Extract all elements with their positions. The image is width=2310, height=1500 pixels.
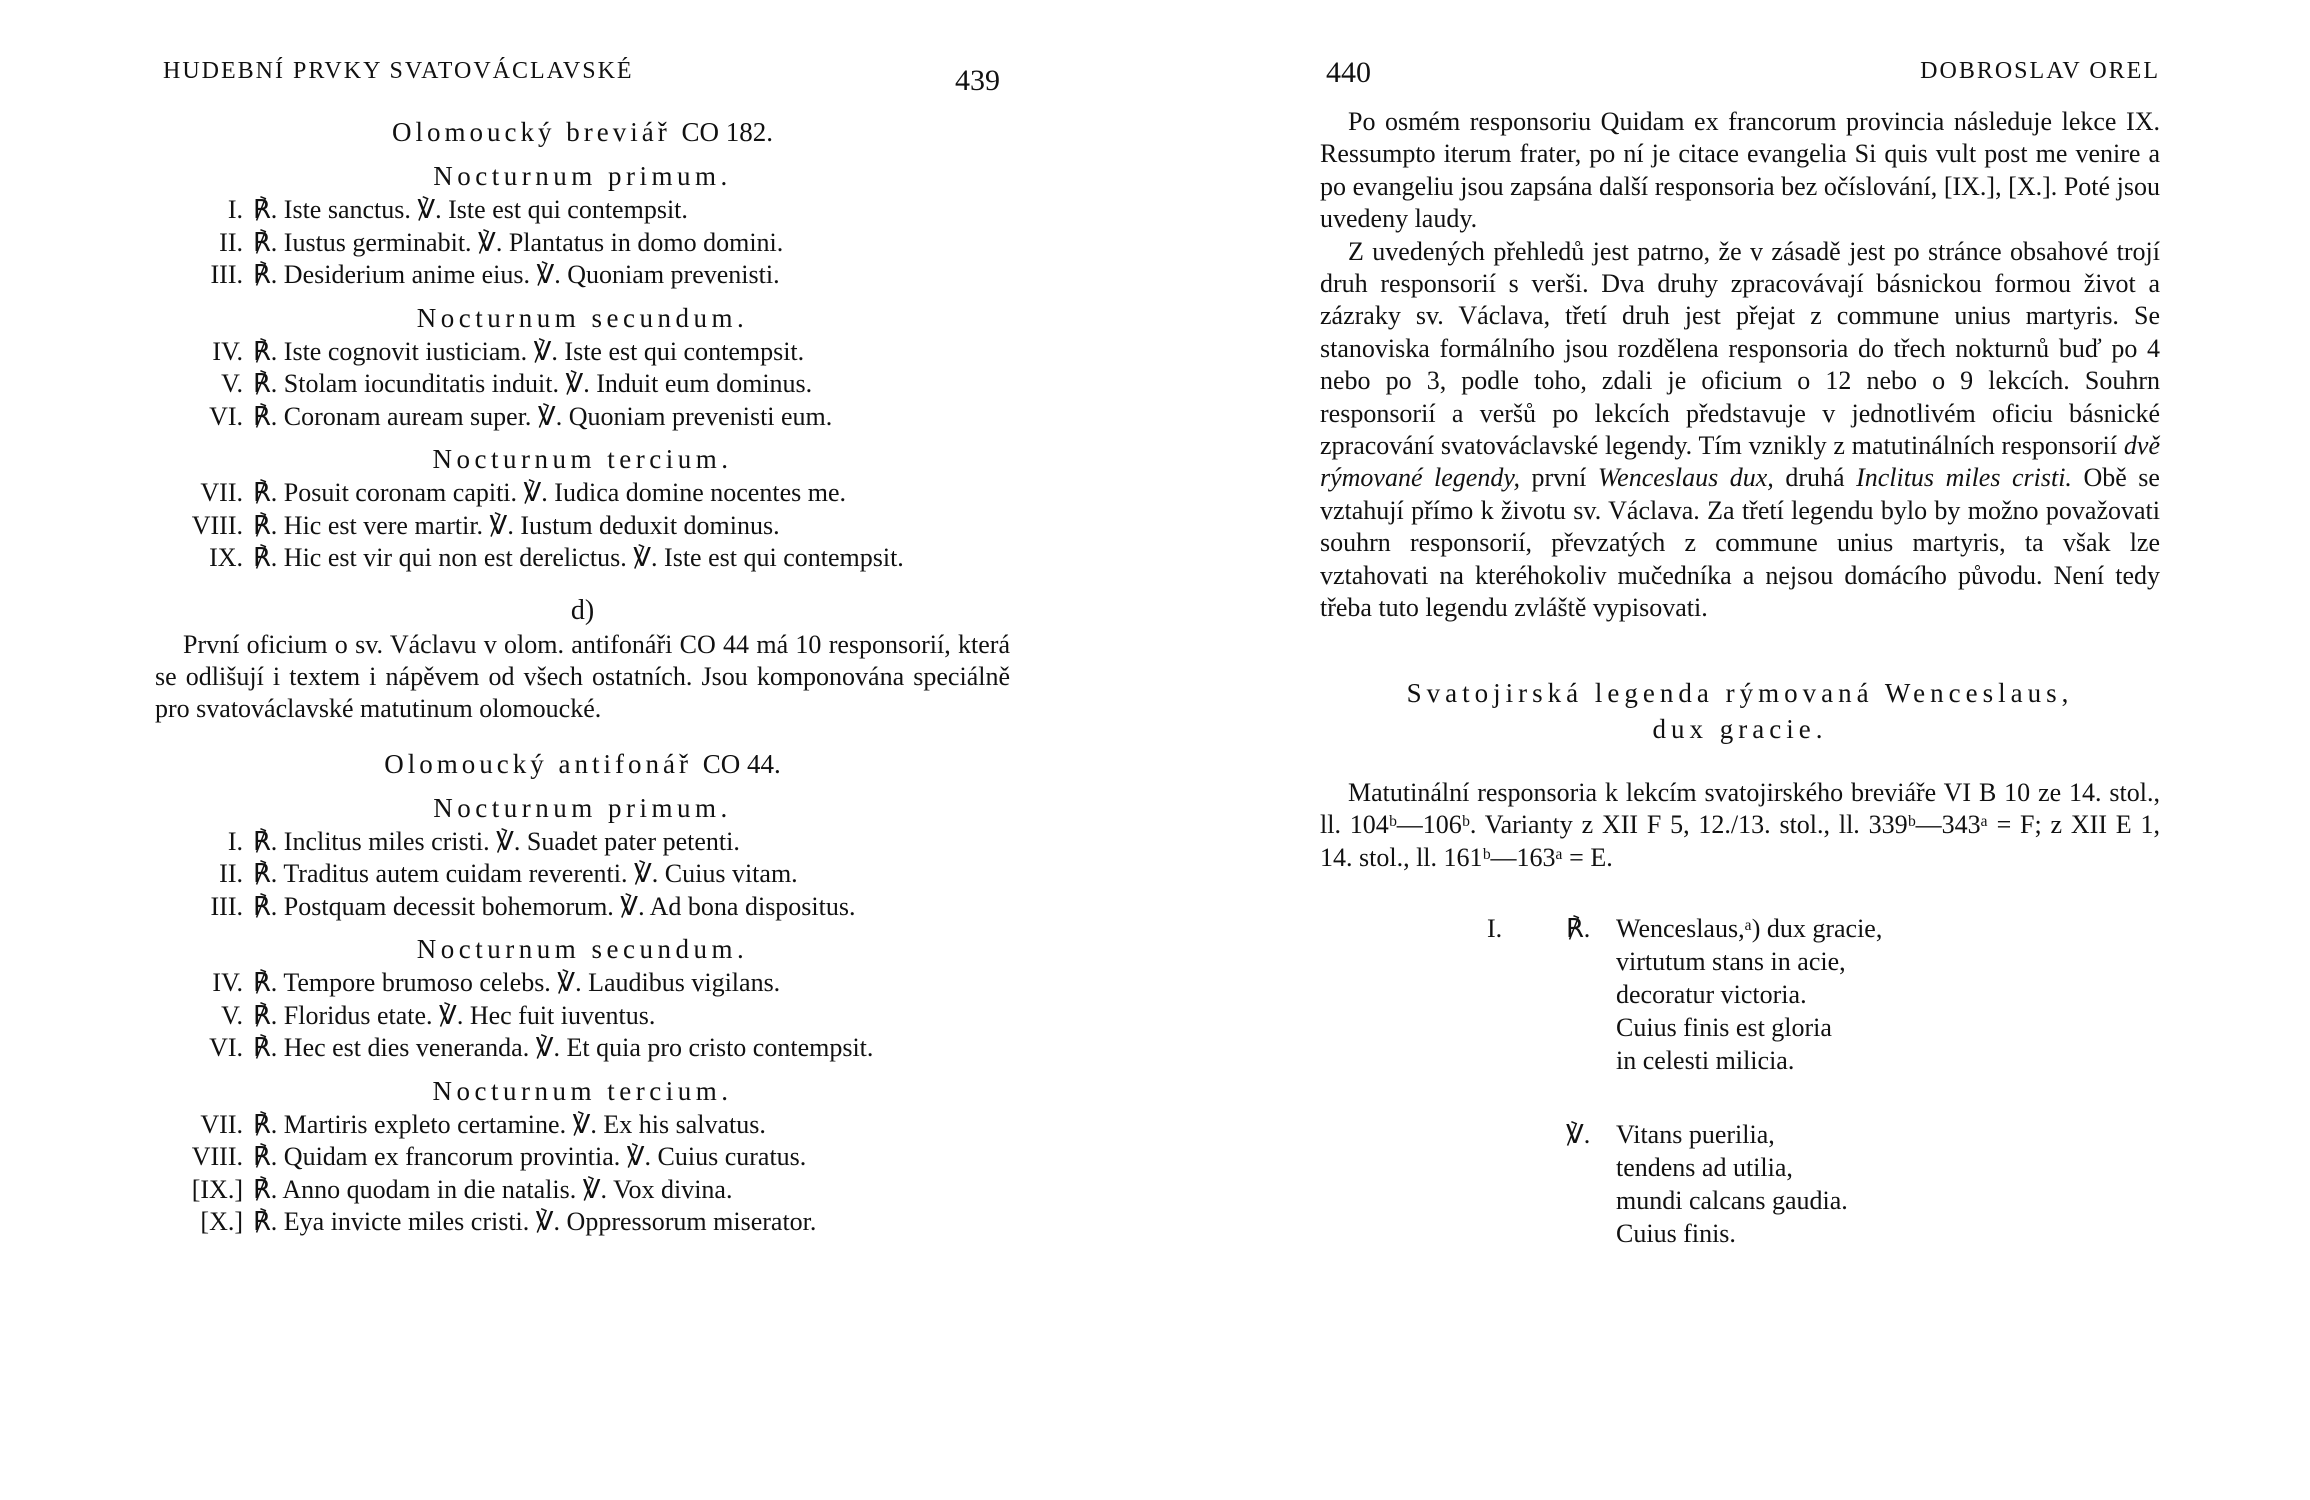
poem-line: Cuius finis est gloria <box>1616 1013 1832 1042</box>
poem-line: in celesti milicia. <box>1616 1046 1795 1075</box>
nocturn-heading: Nocturnum primum. <box>433 161 732 191</box>
responsory-item: III. ℟. Desiderium anime eius. ℣. Quoniam prevenisti. <box>210 260 780 289</box>
italic-term: Inclitus miles cristi. <box>1856 463 2072 493</box>
right-page-content <box>1320 106 2160 1288</box>
responsory-item: [IX.] ℟. Anno quodam in die natalis. ℣. Vox divina. <box>191 1174 733 1204</box>
running-head: HUDEBNÍ PRVKY SVATOVÁCLAVSKÉ <box>163 58 634 84</box>
page-number: 439 <box>955 64 1000 97</box>
responsory-item: I. ℟. Iste sanctus. ℣. Iste est qui contempsit. <box>227 195 688 224</box>
italic-term: Wenceslaus dux, <box>1597 463 1774 493</box>
source-note: Matutinální responsoria k lekcím svatojirského breviáře VI B 10 ze 14. stol., ll. 104ᵇ—106ᵇ. Varianty z XII F 5, 12./13. stol., ll. 339ᵇ—343ᵃ = F; z XII E 1, 14. stol., ll. 161ᵇ—163ᵃ = E. <box>1320 777 2160 872</box>
poem-line: mundi calcans gaudia. <box>1616 1186 1848 1215</box>
responsory-item: VI. ℟. Coronam auream super. ℣. Quoniam prevenisti eum. <box>209 401 833 431</box>
responsory-item: III. ℟. Postquam decessit bohemorum. ℣. Ad bona dispositus. <box>210 891 856 921</box>
section-paragraph: První oficium o sv. Václavu v olom. antifonáři CO 44 má 10 responsorií, která se odlišují i textem i nápěvem od všech ostatních. Jsou komponována speciálně pro svatováclavské matutinum olomoucké. <box>155 629 1010 724</box>
left-page-header <box>155 58 1010 98</box>
section-title: Svatojirská legenda rýmovaná Wenceslaus, dux gracie. <box>1406 677 2074 744</box>
source-title: Olomoucký antifonář CO 44. <box>384 748 781 779</box>
page-number: 440 <box>1326 56 1371 89</box>
body-paragraph: Po osmém responsoriu Quidam ex francorum provincia následuje lekce IX. Ressumpto iterum frater, po ní je citace evangelia Si quis vult post me venire a po evangeliu jsou zapsána další responsoria bez očíslování, [IX.], [X.]. Poté jsou uvedeny laudy. <box>1320 107 2160 234</box>
nocturn-heading: Nocturnum secundum. <box>416 302 749 333</box>
nocturn-heading: Nocturnum secundum. <box>416 934 749 965</box>
responsory-mark: ℟. <box>1566 914 1591 943</box>
responsory-item: IV. ℟. Tempore brumoso celebs. ℣. Laudibus vigilans. <box>212 968 781 998</box>
source-title: Olomoucký breviář CO 182. <box>392 117 773 147</box>
poem-responsory <box>1320 912 2160 1082</box>
section-letter: d) <box>570 594 595 626</box>
responsory-item: VII. ℟. Posuit coronam capiti. ℣. Iudica domine nocentes me. <box>200 478 846 507</box>
running-head: DOBROSLAV OREL <box>1920 58 2160 84</box>
nocturn-heading: Nocturnum primum. <box>433 792 732 823</box>
responsory-item: VIII. ℟. Quidam ex francorum provintia. ℣. Cuius curatus. <box>191 1142 807 1172</box>
poem-line: Wenceslaus,ᵃ) dux gracie, <box>1616 914 1883 943</box>
responsory-item: II. ℟. Iustus germinabit. ℣. Plantatus in domo domini. <box>219 227 784 257</box>
poem-line: tendens ad utilia, <box>1616 1153 1793 1182</box>
responsory-item: VI. ℟. Hec est dies veneranda. ℣. Et quia pro cristo contempsit. <box>209 1033 874 1063</box>
poem-line: Cuius finis. <box>1616 1219 1736 1248</box>
responsory-item: VII. ℟. Martiris expleto certamine. ℣. Ex his salvatus. <box>200 1109 766 1139</box>
responsory-item: V. ℟. Stolam iocunditatis induit. ℣. Induit eum dominus. <box>221 369 813 398</box>
poem-line: virtutum stans in acie, <box>1616 947 1846 976</box>
responsory-item: I. ℟. Inclitus miles cristi. ℣. Suadet pater petenti. <box>227 826 740 856</box>
responsory-item: [X.] ℟. Eya invicte miles cristi. ℣. Oppressorum miserator. <box>200 1207 817 1237</box>
responsory-item: II. ℟. Traditus autem cuidam reverenti. ℣. Cuius vitam. <box>219 859 798 889</box>
right-page <box>1320 0 2160 1500</box>
verse-mark: ℣. <box>1566 1120 1591 1149</box>
left-page <box>155 0 1010 1500</box>
poem-number: I. <box>1487 914 1503 943</box>
responsory-item: IX. ℟. Hic est vir qui non est derelictus. ℣. Iste est qui contempsit. <box>209 543 904 572</box>
poem-line: decoratur victoria. <box>1616 980 1807 1009</box>
right-page-header <box>1320 58 2160 98</box>
poem-line: Vitans puerilia, <box>1616 1120 1775 1149</box>
responsory-item: V. ℟. Floridus etate. ℣. Hec fuit iuventus. <box>221 1000 656 1030</box>
nocturn-heading: Nocturnum tercium. <box>432 444 733 474</box>
italic-term: dvě rýmované legendy, <box>1320 431 2160 493</box>
body-paragraph: Z uvedených přehledů jest patrno, že v zásadě jest po stránce obsahové trojí druh responsorií s verši. Dva druhy zpracovávají básnickou formou život a zázraky sv. Václava, třetí druh jest přejat z commune unius martyris. Se stanoviska formálního jsou rozdělena responsoria do třech nokturnů buď po 4 nebo po 3, podle toho, zdali je oficium o 12 nebo o 9 lekcích. Souhrn responsorií a veršů po lekcích představuje v jednotlivém oficiu básnické zpracování svatováclavské legendy. Tím vznikly z matutinálních responsorií dvě rýmované legendy, první Wenceslaus dux, druhá Inclitus miles cristi. Obě se vztahují přímo k životu sv. Václava. Za třetí legendu bylo by možno považovati souhrn responsorií, převzatých z commune unius martyris, ta však lze vztahovati na kteréhokoliv mučedníka a nejsou domácího původu. Není tedy třeba tuto legendu zvláště vypisovati. <box>1320 236 2160 623</box>
left-page-content <box>155 112 1010 1239</box>
responsory-item: VIII. ℟. Hic est vere martir. ℣. Iustum deduxit dominus. <box>191 510 780 540</box>
poem-verse <box>1320 1118 2160 1288</box>
responsory-item: IV. ℟. Iste cognovit iusticiam. ℣. Iste est qui contempsit. <box>212 336 805 366</box>
nocturn-heading: Nocturnum tercium. <box>432 1075 733 1106</box>
